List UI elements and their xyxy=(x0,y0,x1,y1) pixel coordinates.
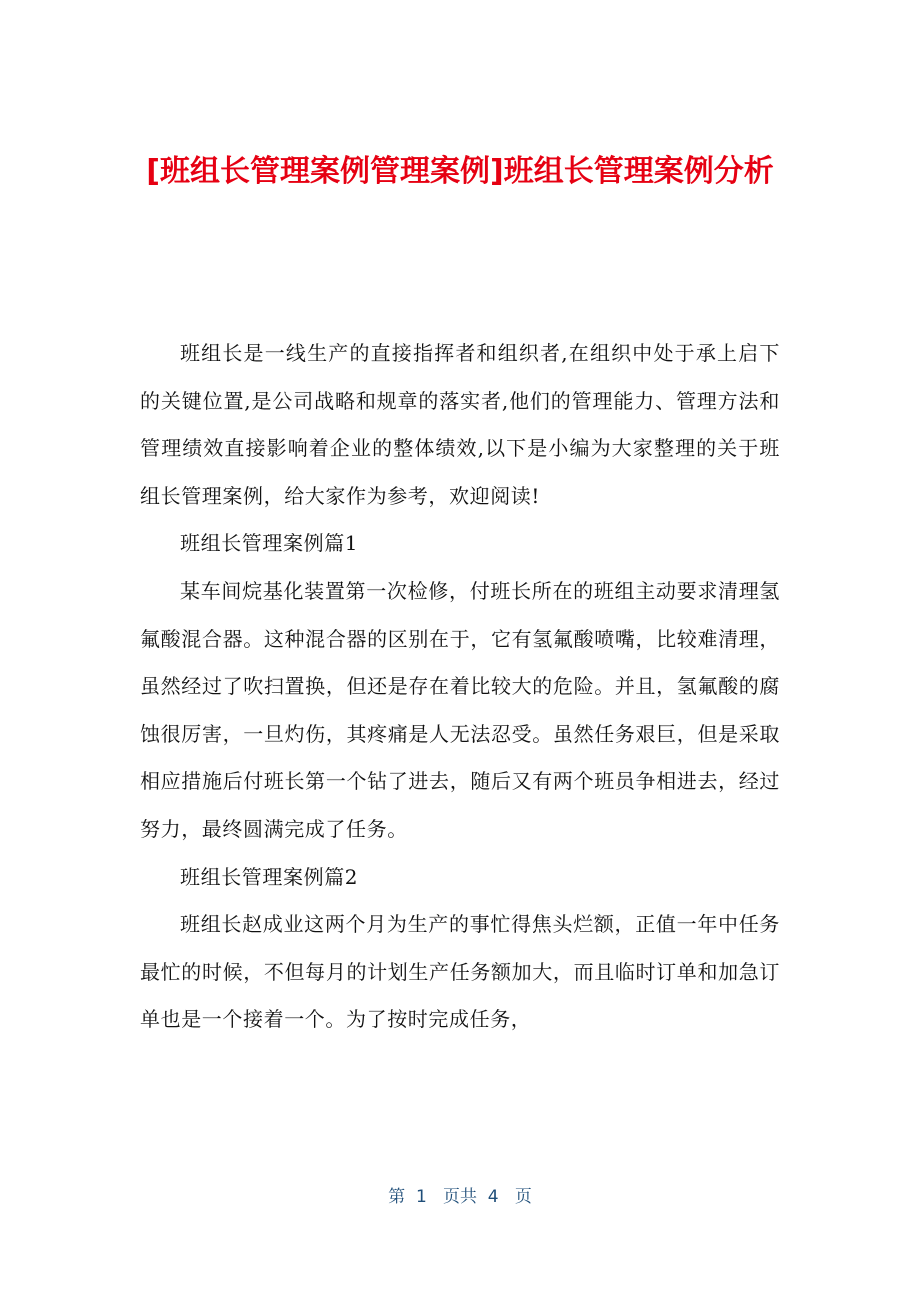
document-title: [班组长管理案例管理案例]班组长管理案例分析 xyxy=(146,154,774,189)
section-heading-2: 班组长管理案例篇2 xyxy=(180,864,359,889)
case-2-paragraph: 班组长赵成业这两个月为生产的事忙得焦头烂额，正值一年中任务最忙的时候，不但每月的计划生产任务额加大，而且临时订单和加急订单也是一个接着一个。为了按时完成任务， xyxy=(140,912,780,1032)
section-heading-1: 班组长管理案例篇1 xyxy=(180,531,359,556)
case-1-paragraph: 某车间烷基化装置第一次检修，付班长所在的班组主动要求清理氢氟酸混合器。这种混合器的区别在于，它有氢氟酸喷嘴，比较难清理，虽然经过了吹扫置换，但还是存在着比较大的危险。并且，氢氟酸的腐蚀很厉害，一旦灼伤，其疼痛是人无法忍受。虽然任务艰巨，但是采取相应措施后付班长第一个钻了进去，随后又有两个班员争相进去，经过努力，最终圆满完成了任务。 xyxy=(140,578,780,841)
document-body xyxy=(140,330,780,1044)
page-footer: 第 1 页共 4 页 xyxy=(388,1187,532,1207)
intro-paragraph: 班组长是一线生产的直接指挥者和组织者,在组织中处于承上启下的关键位置,是公司战略和规章的落实者,他们的管理能力、管理方法和管理绩效直接影响着企业的整体绩效,以下是小编为大家整理的关于班组长管理案例，给大家作为参考，欢迎阅读! xyxy=(140,341,780,508)
